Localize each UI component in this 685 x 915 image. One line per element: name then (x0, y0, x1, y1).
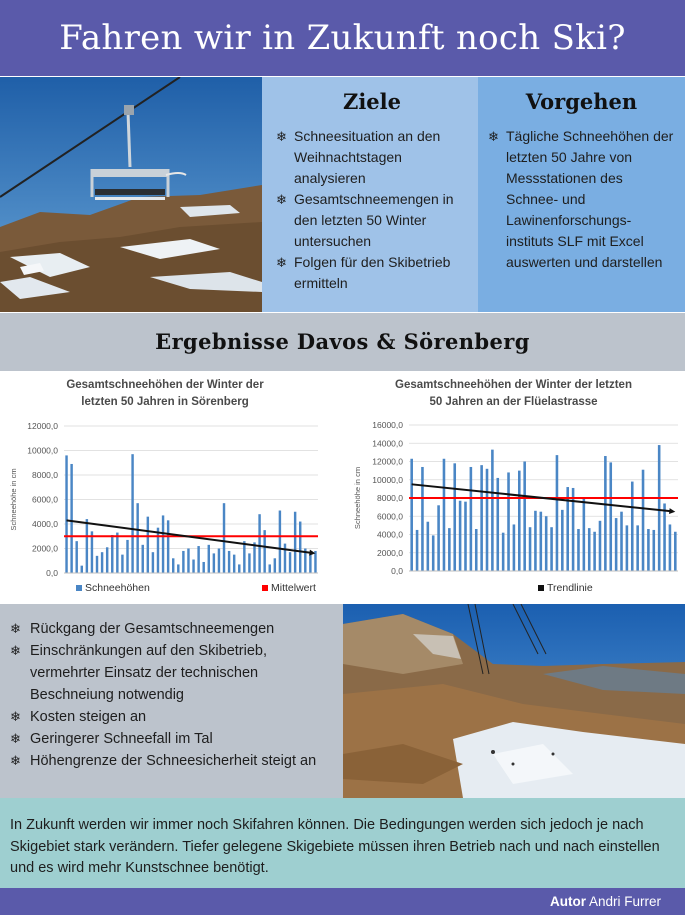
findings-panel (0, 604, 343, 798)
bar (480, 465, 483, 571)
bar (513, 524, 516, 571)
title-bar (0, 0, 685, 76)
bar (507, 472, 510, 571)
bar (540, 512, 543, 571)
snowflake-icon: ❄ (10, 753, 21, 768)
y-axis-label: Schneehöhe in cm (353, 466, 362, 530)
chart-soerenberg (0, 371, 330, 603)
list-item: ❄ Kosten steigen an (10, 706, 335, 728)
bar (427, 522, 430, 571)
y-tick-label: 0,0 (391, 566, 403, 576)
method-heading: Vorgehen (525, 89, 638, 114)
bar (556, 455, 559, 571)
y-tick-label: 14000,0 (372, 438, 403, 449)
author-label: Autor (549, 894, 586, 909)
snowflake-icon: ❄ (10, 709, 21, 724)
list-item: ❄ Rückgang der Gesamtschneemengen (10, 618, 335, 640)
chart-title: Gesamtschneehöhen der Winter der letzten 50 Jahren an der Flüelastrasse (395, 379, 632, 408)
bar (152, 552, 154, 573)
bar (258, 514, 260, 573)
bar (162, 515, 164, 573)
goals-heading: Ziele (342, 89, 401, 114)
bar (101, 552, 103, 573)
y-tick-label: 10000,0 (372, 474, 403, 485)
bar (545, 516, 548, 571)
ski-slope-photo (343, 604, 685, 798)
y-tick-label: 6000,0 (377, 511, 403, 522)
bar (86, 519, 88, 573)
goals-panel (262, 77, 478, 312)
bar (496, 478, 499, 571)
bar (121, 555, 123, 573)
bar (599, 521, 602, 571)
chart-flueelastrasse (342, 371, 685, 603)
bar (593, 532, 596, 571)
conclusion-panel (0, 798, 685, 888)
bar (248, 553, 250, 573)
bar (588, 528, 591, 571)
bar (96, 556, 98, 573)
bar (253, 542, 255, 573)
y-tick-label: 4000,0 (32, 519, 58, 529)
list-item: ❄ Höhengrenze der Schneesicherheit steigt an (10, 750, 335, 772)
y-tick-label: 0,0 (46, 568, 58, 578)
bar (309, 555, 311, 573)
y-tick-label: 12000,0 (27, 421, 58, 431)
bar (437, 505, 440, 571)
bar (443, 459, 446, 571)
bar (448, 528, 451, 571)
bar (294, 512, 296, 573)
bar (208, 545, 210, 573)
bar (131, 454, 133, 573)
bar (647, 529, 650, 571)
legend-swatch (262, 585, 268, 591)
results-bar (0, 313, 685, 371)
bar (491, 450, 494, 571)
bar (111, 535, 113, 573)
bar (529, 527, 532, 571)
legend-swatch (76, 585, 82, 591)
snowflake-icon: ❄ (488, 129, 499, 144)
list-item: ❄ Geringerer Schneefall im Tal (10, 728, 335, 750)
bar (314, 551, 316, 573)
bar (534, 511, 537, 571)
trend-arrowhead (669, 508, 675, 514)
bar (167, 520, 169, 573)
bar (620, 512, 623, 571)
bar (550, 527, 553, 571)
bar (238, 564, 240, 573)
bar (177, 564, 179, 573)
list-item: ❄ Schneesituation an den Weihnachtstagen analysieren (276, 128, 441, 186)
bar (142, 545, 144, 573)
snowflake-icon: ❄ (276, 129, 287, 144)
bar (213, 553, 215, 573)
method-list (488, 126, 675, 273)
bar (106, 547, 108, 573)
bar (518, 471, 521, 571)
bar (486, 469, 489, 571)
bar (652, 530, 655, 571)
bar (583, 499, 586, 571)
bar (243, 541, 245, 573)
bar (70, 464, 72, 573)
bar (218, 549, 220, 574)
snowflake-icon: ❄ (10, 621, 21, 636)
y-axis-label: Schneehöhe in cm (9, 468, 18, 531)
bar (459, 501, 462, 571)
bar (577, 529, 580, 571)
bar (561, 510, 564, 571)
y-tick-label: 12000,0 (372, 456, 403, 467)
y-tick-label: 2000,0 (32, 543, 58, 554)
bar (187, 549, 189, 574)
bar (410, 459, 413, 571)
chart-plot (342, 371, 685, 603)
bar (65, 455, 67, 573)
ski-slope-illustration (343, 604, 685, 798)
snowflake-icon: ❄ (10, 643, 21, 658)
bar (182, 551, 184, 573)
bar (470, 467, 473, 571)
bar (642, 470, 645, 571)
bar (147, 517, 149, 573)
snowflake-icon: ❄ (276, 255, 287, 270)
bar (604, 456, 607, 571)
bar (284, 544, 286, 573)
bar (172, 558, 174, 573)
bar (228, 551, 230, 573)
author-name: Andri Furrer (588, 894, 661, 909)
bar (416, 530, 419, 571)
bar (75, 541, 77, 573)
list-item: ❄ Folgen für den Skibetrieb ermitteln (276, 254, 451, 291)
bar (126, 540, 128, 573)
bar (475, 529, 478, 571)
bar (279, 511, 281, 573)
bar (233, 555, 235, 573)
chairlift-illustration (0, 77, 262, 312)
bar (202, 562, 204, 573)
bar (636, 525, 639, 571)
y-tick-label: 6000,0 (32, 494, 58, 505)
y-tick-label: 2000,0 (377, 547, 403, 558)
bar (289, 552, 291, 573)
bar (197, 546, 199, 573)
bar (669, 524, 672, 571)
legend-item: Schneehöhen (76, 582, 150, 594)
y-tick-label: 10000,0 (27, 445, 58, 456)
legend-swatch (538, 585, 544, 591)
bar (453, 463, 456, 571)
bar (136, 503, 138, 573)
footer (0, 888, 685, 915)
list-item: ❄ Gesamtschneemengen in den letzten 50 Winter untersuchen (276, 191, 454, 249)
chart-plot (0, 371, 330, 603)
bar (464, 502, 467, 571)
findings-list (10, 618, 335, 772)
bar (663, 503, 666, 571)
bar (421, 467, 424, 571)
bar (502, 533, 505, 571)
bar (432, 535, 435, 571)
bar (658, 445, 661, 571)
bar (223, 503, 225, 573)
bar (274, 558, 276, 573)
bar (81, 566, 83, 573)
bar (674, 532, 677, 571)
bar (615, 518, 618, 571)
bar (192, 560, 194, 573)
snowflake-icon: ❄ (10, 731, 21, 746)
bar (157, 528, 159, 573)
poster-title: Fahren wir in Zukunft noch Ski? (59, 18, 626, 58)
bar (299, 522, 301, 573)
bar (609, 462, 612, 571)
bar (116, 533, 118, 573)
y-tick-label: 8000,0 (32, 470, 58, 480)
chart-title: Gesamtschneehöhen der Winter der letzten 50 Jahren in Sörenberg (66, 379, 264, 408)
y-tick-label: 4000,0 (377, 529, 403, 540)
list-item: ❄ Tägliche Schneehöhen der letzten 50 Jahre von Messstationen des Schnee- und Lawinenforschungs-instituts SLF mit Excel auswerten und darstellen (488, 128, 674, 270)
list-item: ❄ Einschränkungen auf den Skibetrieb, vermehrter Einsatz der technischen Beschneiung notwendig (10, 640, 335, 706)
chairlift-photo (0, 77, 262, 312)
method-panel (478, 77, 685, 312)
snowflake-icon: ❄ (276, 192, 287, 207)
charts-area (0, 371, 685, 603)
bar (269, 564, 271, 573)
y-tick-label: 16000,0 (372, 420, 403, 430)
goals-list (276, 126, 468, 294)
bar (626, 525, 629, 571)
bar (523, 462, 526, 572)
bar (91, 531, 93, 573)
results-heading: Ergebnisse Davos & Sörenberg (155, 329, 530, 354)
legend-item: Trendlinie (538, 582, 593, 594)
conclusion-text: In Zukunft werden wir immer noch Skifahren können. Die Bedingungen werden sich jedoch je nach Skigebiet stark verändern. Tiefer gelegene Skigebiete müssen ihren Betrieb nach und nach einstellen und es wird mehr Kunstschnee benötigt. (10, 817, 660, 876)
legend-item: Mittelwert (262, 582, 316, 594)
y-tick-label: 8000,0 (377, 493, 403, 503)
bar (631, 482, 634, 571)
